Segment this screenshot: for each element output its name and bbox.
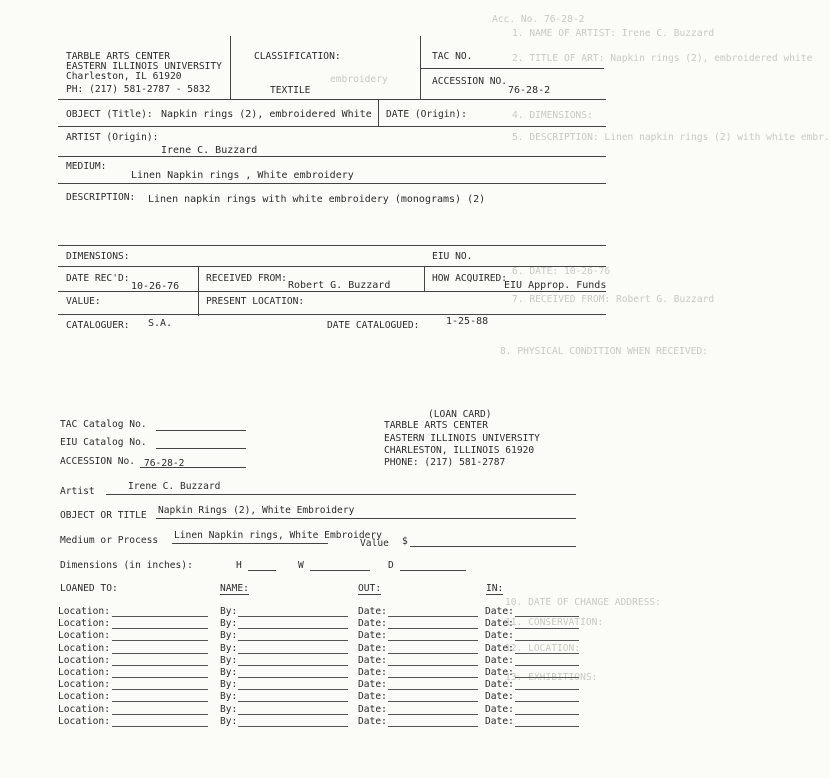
field-line: [156, 430, 246, 431]
date-recd-value: 10-26-76: [131, 281, 180, 292]
received-from-label: RECEIVED FROM:: [206, 273, 287, 284]
bleed-line: 11. CONSERVATION:: [505, 617, 604, 628]
loan-accession-label: ACCESSION No.: [60, 456, 136, 467]
row-by-label: By:: [220, 618, 238, 630]
row-date-line: [388, 640, 478, 641]
row-date-line: [388, 689, 478, 690]
row-date-label: Date:: [358, 703, 387, 715]
row-in-date-line: [515, 701, 579, 702]
how-acquired-value: EIU Approp. Funds: [504, 280, 607, 291]
col-in: IN:: [486, 583, 504, 594]
row-by-line: [238, 714, 348, 715]
bleed-line: 8. PHYSICAL CONDITION WHEN RECEIVED:: [500, 346, 708, 357]
bleed-line: 6. DATE: 10-26-76: [512, 266, 611, 277]
row-in-date-label: Date:: [485, 691, 514, 703]
row-in-date-line: [515, 726, 579, 727]
row-by-line: [238, 665, 348, 666]
loan-org-phone: PHONE: (217) 581-2787: [384, 457, 506, 468]
row-date-line: [388, 677, 478, 678]
row-location-label: Location:: [58, 703, 110, 715]
row-by-label: By:: [220, 630, 238, 642]
bleed-line: 10. DATE OF CHANGE ADDRESS:: [505, 597, 661, 608]
cataloguer-label: CATALOGUER:: [66, 320, 130, 331]
row-date-label: Date:: [358, 679, 387, 691]
rule: [230, 36, 231, 100]
row-in-date-label: Date:: [485, 703, 514, 715]
row-location-label: Location:: [58, 618, 110, 630]
row-in-date-label: Date:: [485, 642, 514, 654]
row-by-line: [238, 701, 348, 702]
accession-label: ACCESSION NO.: [432, 76, 508, 87]
row-in-date-label: Date:: [485, 715, 514, 727]
row-date-label: Date:: [358, 618, 387, 630]
dimensions-label: DIMENSIONS:: [66, 251, 130, 262]
row-in-date-label: Date:: [485, 618, 514, 630]
field-line: [172, 543, 328, 544]
loan-org-university: EASTERN ILLINOIS UNIVERSITY: [384, 433, 540, 444]
row-location-line: [112, 653, 208, 654]
row-in-date-label: Date:: [485, 606, 514, 617]
col-name: NAME:: [220, 583, 249, 594]
row-location-line: [112, 701, 208, 702]
description-value: Linen napkin rings with white embroidery (monograms) (2): [148, 194, 486, 205]
row-location-line: [112, 714, 208, 715]
row-location-line: [112, 616, 208, 617]
row-date-label: Date:: [358, 630, 387, 642]
value-label: VALUE:: [66, 296, 101, 307]
loan-org-city: CHARLESTON, ILLINOIS 61920: [384, 445, 535, 456]
row-date-line: [388, 701, 478, 702]
row-in-date-line: [515, 689, 579, 690]
row-in-date-line: [515, 616, 579, 617]
row-date-line: [388, 616, 478, 617]
row-date-label: Date:: [358, 606, 387, 617]
dim-h-label: H: [236, 560, 242, 571]
bleed-line: 1. NAME OF ARTIST: Irene C. Buzzard: [512, 28, 715, 39]
row-in-date-label: Date:: [485, 654, 514, 666]
row-date-label: Date:: [358, 715, 387, 727]
rule: [58, 266, 606, 267]
col-loaned-to: LOANED TO:: [60, 583, 118, 594]
loan-artist-value: Irene C. Buzzard: [128, 481, 221, 492]
loan-accession-value: 76-28-2: [144, 458, 185, 469]
row-by-line: [238, 689, 348, 690]
how-acquired-label: HOW ACQUIRED:: [432, 273, 508, 284]
row-location-label: Location:: [58, 654, 110, 666]
loan-org-name: TARBLE ARTS CENTER: [384, 420, 488, 431]
row-by-label: By:: [220, 703, 238, 715]
date-recd-label: DATE REC'D:: [66, 273, 130, 284]
tac-catalog-label: TAC Catalog No.: [60, 419, 147, 430]
present-location-label: PRESENT LOCATION:: [206, 296, 305, 307]
bleed-line: 12. LOCATION:: [505, 643, 581, 654]
artist-label: ARTIST (Origin):: [66, 132, 159, 143]
org-university: EASTERN ILLINOIS UNIVERSITY: [66, 61, 222, 72]
row-in-date-line: [515, 653, 579, 654]
row-by-line: [238, 616, 348, 617]
row-date-line: [388, 665, 478, 666]
row-by-line: [238, 628, 348, 629]
row-date-label: Date:: [358, 667, 387, 678]
col-out: OUT:: [358, 583, 382, 594]
loan-value-symbol: $: [402, 536, 408, 547]
bleed-line: 4. DIMENSIONS:: [512, 110, 593, 121]
row-by-label: By:: [220, 654, 238, 666]
received-from-value: Robert G. Buzzard: [288, 280, 391, 291]
field-line: [106, 494, 576, 495]
row-in-date-label: Date:: [485, 630, 514, 642]
loan-dimensions-label: Dimensions (in inches):: [60, 560, 193, 571]
date-origin-label: DATE (Origin):: [386, 109, 467, 120]
description-label: DESCRIPTION:: [66, 192, 136, 203]
row-in-date-label: Date:: [485, 667, 514, 678]
row-location-label: Location:: [58, 606, 110, 617]
row-by-label: By:: [220, 606, 238, 617]
loan-object-label: OBJECT OR TITLE: [60, 510, 147, 521]
loan-object-value: Napkin Rings (2), White Embroidery: [158, 505, 355, 516]
row-location-line: [112, 640, 208, 641]
eiu-no-label: EIU NO.: [432, 251, 473, 262]
row-date-line: [388, 628, 478, 629]
row-by-label: By:: [220, 679, 238, 691]
row-location-label: Location:: [58, 715, 110, 727]
bleed-line: 7. RECEIVED FROM: Robert G. Buzzard: [512, 294, 715, 305]
eiu-catalog-label: EIU Catalog No.: [60, 437, 147, 448]
field-line: [140, 467, 246, 468]
row-in-date-line: [515, 628, 579, 629]
row-location-label: Location:: [58, 679, 110, 691]
rule: [58, 291, 606, 292]
field-line: [156, 518, 576, 519]
rule: [58, 126, 606, 127]
row-by-line: [238, 677, 348, 678]
bleed-line: 13. EXHIBITIONS:: [505, 672, 598, 683]
org-city: Charleston, IL 61920: [66, 71, 182, 82]
row-in-date-line: [515, 714, 579, 715]
rule: [58, 314, 606, 315]
rule: [58, 245, 606, 246]
dim-w-label: W: [298, 560, 304, 571]
row-by-label: By:: [220, 691, 238, 703]
row-in-date-line: [515, 640, 579, 641]
artist-value: Irene C. Buzzard: [161, 145, 258, 156]
accession-value: 76-28-2: [508, 85, 551, 96]
bleed-acc-no: Acc. No. 76-28-2: [492, 14, 585, 25]
row-location-label: Location:: [58, 667, 110, 678]
field-line: [400, 570, 466, 571]
bleed-line: 5. DESCRIPTION: Linen napkin rings (2) with white embr.: [512, 132, 830, 143]
field-line: [310, 570, 370, 571]
tac-no-label: TAC NO.: [432, 51, 473, 62]
row-in-date-label: Date:: [485, 679, 514, 691]
cataloguer-value: S.A.: [148, 318, 173, 329]
row-location-label: Location:: [58, 630, 110, 642]
loan-card-title: (LOAN CARD): [428, 409, 492, 420]
rule: [58, 156, 606, 157]
row-date-label: Date:: [358, 642, 387, 654]
classification-label: CLASSIFICATION:: [254, 51, 341, 62]
row-date-line: [388, 653, 478, 654]
medium-value: Linen Napkin rings , White embroidery: [131, 170, 354, 181]
row-by-line: [238, 726, 348, 727]
object-value: Napkin rings (2), embroidered White: [161, 109, 372, 120]
field-line: [248, 570, 276, 571]
row-by-line: [238, 640, 348, 641]
rule: [58, 99, 606, 100]
rule: [58, 183, 606, 184]
row-in-date-line: [515, 665, 579, 666]
row-by-line: [238, 653, 348, 654]
row-location-line: [112, 677, 208, 678]
date-catalogued-label: DATE CATALOGUED:: [327, 320, 420, 331]
org-phone: PH: (217) 581-2787 - 5832: [66, 84, 211, 95]
date-catalogued-value: 1-25-88: [446, 316, 489, 327]
loan-medium-value: Linen Napkin rings, White Embroidery: [174, 530, 382, 541]
row-location-line: [112, 689, 208, 690]
field-line: [156, 448, 246, 449]
rule: [424, 266, 425, 292]
row-date-line: [388, 726, 478, 727]
row-location-line: [112, 665, 208, 666]
row-location-label: Location:: [58, 642, 110, 654]
row-location-label: Location:: [58, 691, 110, 703]
row-in-date-line: [515, 677, 579, 678]
classification-value: TEXTILE: [270, 85, 311, 96]
loan-medium-label: Medium or Process: [60, 535, 159, 546]
bleed-line: embroidery: [330, 74, 388, 85]
bleed-line: 2. TITLE OF ART: Napkin rings (2), embroidered white: [512, 53, 813, 64]
object-label: OBJECT (Title):: [66, 109, 153, 120]
medium-label: MEDIUM:: [66, 161, 107, 172]
row-by-label: By:: [220, 642, 238, 654]
row-date-label: Date:: [358, 691, 387, 703]
row-date-line: [388, 714, 478, 715]
org-name: TARBLE ARTS CENTER: [66, 51, 170, 62]
loan-value-label: Value: [360, 538, 389, 549]
row-by-label: By:: [220, 667, 238, 678]
row-by-label: By:: [220, 715, 238, 727]
rule: [378, 100, 379, 126]
row-location-line: [112, 726, 208, 727]
row-date-label: Date:: [358, 654, 387, 666]
dim-d-label: D: [388, 560, 394, 571]
rule: [420, 68, 604, 69]
field-line: [410, 546, 576, 547]
row-location-line: [112, 628, 208, 629]
loan-artist-label: Artist: [60, 486, 95, 497]
